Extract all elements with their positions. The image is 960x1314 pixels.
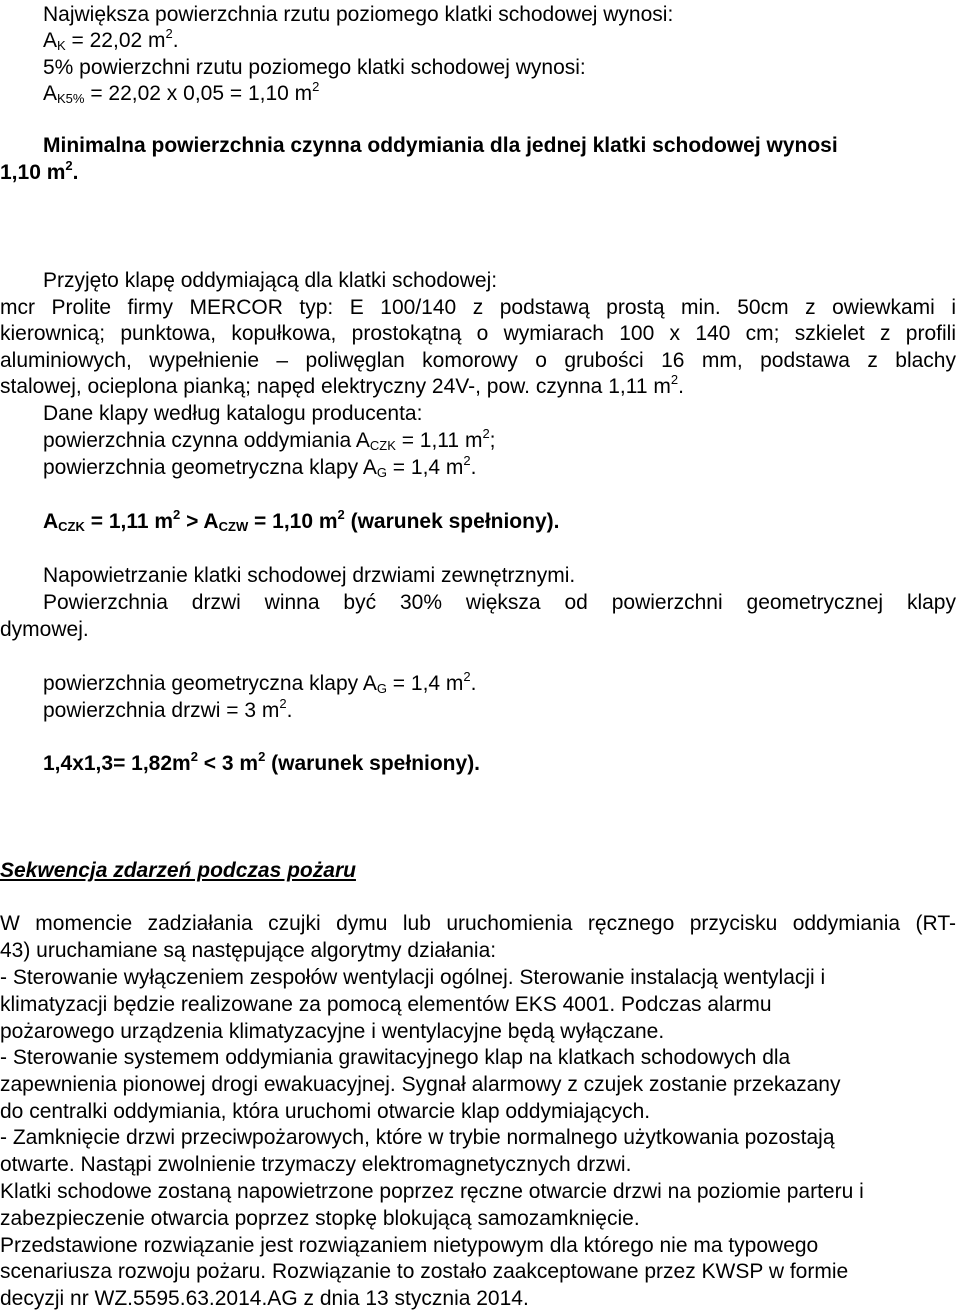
sequence-line: - Sterowanie systemem oddymiania grawitacyjnego klap na klatkach schodowych dla — [0, 1046, 791, 1069]
ventilation-line-4: powierzchnia geometryczna klapy $A_G = 1,4$ $m^2$. — [43, 669, 477, 696]
flap-line-7: powierzchnia czynna oddymiania $A_{CZK} = 1,11$ $m^2$; — [43, 426, 496, 453]
area-line-2: $A_K = 22,02$ $m^2$. — [43, 26, 179, 53]
area-line-4: $A_{K5\%} = 22,02$ x 0,05 = 1,10 $m^2$ — [43, 79, 320, 106]
sequence-line: - Sterowanie wyłączeniem zespołów wentylacji ogólnej. Sterowanie instalacją wentylacji i — [0, 966, 826, 989]
sequence-line: zabezpieczenie otwarcia poprzez stopkę blokującą samozamknięcie. — [0, 1207, 640, 1230]
sequence-line: Klatki schodowe zostaną napowietrzone poprzez ręczne otwarcie drzwi na poziomie parteru i — [0, 1180, 864, 1203]
condition-1: $A_{CZK} = 1,11$ $m^2 > A_{CZW} = 1,10$ $m^2$ (warunek spełniony). — [43, 507, 560, 534]
flap-line-1: Przyjęto klapę oddymiającą dla klatki schodowej: — [43, 269, 498, 292]
ventilation-line-5: powierzchnia drzwi = 3 $m^2$. — [43, 696, 293, 722]
sequence-line: scenariusza rozwoju pożaru. Rozwiązanie to zostało zaakceptowane przez KWSP w formie — [0, 1260, 849, 1283]
sequence-line: klimatyzacji będzie realizowane za pomocą elementów EKS 4001. Podczas alarmu — [0, 993, 772, 1016]
ventilation-line-1: Napowietrzanie klatki schodowej drzwiami zewnętrznymi. — [43, 564, 576, 587]
sequence-line: Przedstawione rozwiązanie jest rozwiązaniem nietypowym dla którego nie ma typowego — [0, 1234, 819, 1257]
sequence-line: zapewnienia pionowej drogi ewakuacyjnej. Sygnał alarmowy z czujek zostanie przekazany — [0, 1073, 841, 1096]
condition-2: $1,4x1,3= 1,82m^2 < 3$ $m^2$ (warunek spełniony). — [43, 749, 481, 775]
area-line-1: Największa powierzchnia rzutu poziomego klatki schodowej wynosi: — [43, 3, 674, 26]
sequence-line: otwarte. Nastąpi zwolnienie trzymaczy elektromagnetycznych drzwi. — [0, 1153, 632, 1176]
minimal-area-line-2: 1,10 $m^2$. — [0, 158, 79, 184]
flap-line-5: stalowej, ocieplona pianką; napęd elektryczny 24V-, pow. czynna 1,11 $m^2$. — [0, 372, 684, 398]
ventilation-line-3: dymowej. — [0, 618, 89, 641]
sequence-line: pożarowego urządzenia klimatyzacyjne i wentylacyjne będą wyłączane. — [0, 1020, 665, 1043]
sequence-line: W momencie zadziałania czujki dymu lub uruchomienia ręcznego przycisku oddymiania (RT- — [0, 912, 956, 935]
flap-line-3: kierownicą; punktowa, kopułkowa, prostokątną o wymiarach 100 x 140 cm; szkielet z profili — [0, 322, 956, 345]
flap-line-2: mcr Prolite firmy MERCOR typ: E 100/140 z podstawą prostą min. 50cm z owiewkami i — [0, 296, 956, 319]
sequence-line: 43) uruchamiane są następujące algorytmy działania: — [0, 939, 497, 962]
section-heading: Sekwencja zdarzeń podczas pożaru — [0, 859, 356, 882]
flap-line-8: powierzchnia geometryczna klapy $A_G = 1,4$ $m^2$. — [43, 453, 477, 480]
flap-line-4: aluminiowych, wypełnienie – poliwęglan komorowy o grubości 16 mm, podstawa z blachy — [0, 349, 956, 372]
flap-line-6: Dane klapy według katalogu producenta: — [43, 402, 423, 425]
sequence-line: - Zamknięcie drzwi przeciwpożarowych, które w trybie normalnego użytkowania pozostają — [0, 1126, 835, 1149]
minimal-area-line-1: Minimalna powierzchnia czynna oddymiania dla jednej klatki schodowej wynosi — [43, 134, 838, 157]
area-line-3: 5% powierzchni rzutu poziomego klatki schodowej wynosi: — [43, 56, 586, 79]
ventilation-line-2: Powierzchnia drzwi winna być 30% większa od powierzchni geometrycznej klapy — [43, 591, 956, 614]
sequence-line: decyzji nr WZ.5595.63.2014.AG z dnia 13 stycznia 2014. — [0, 1287, 529, 1310]
sequence-line: do centralki oddymiania, która uruchomi otwarcie klap oddymiających. — [0, 1100, 651, 1123]
